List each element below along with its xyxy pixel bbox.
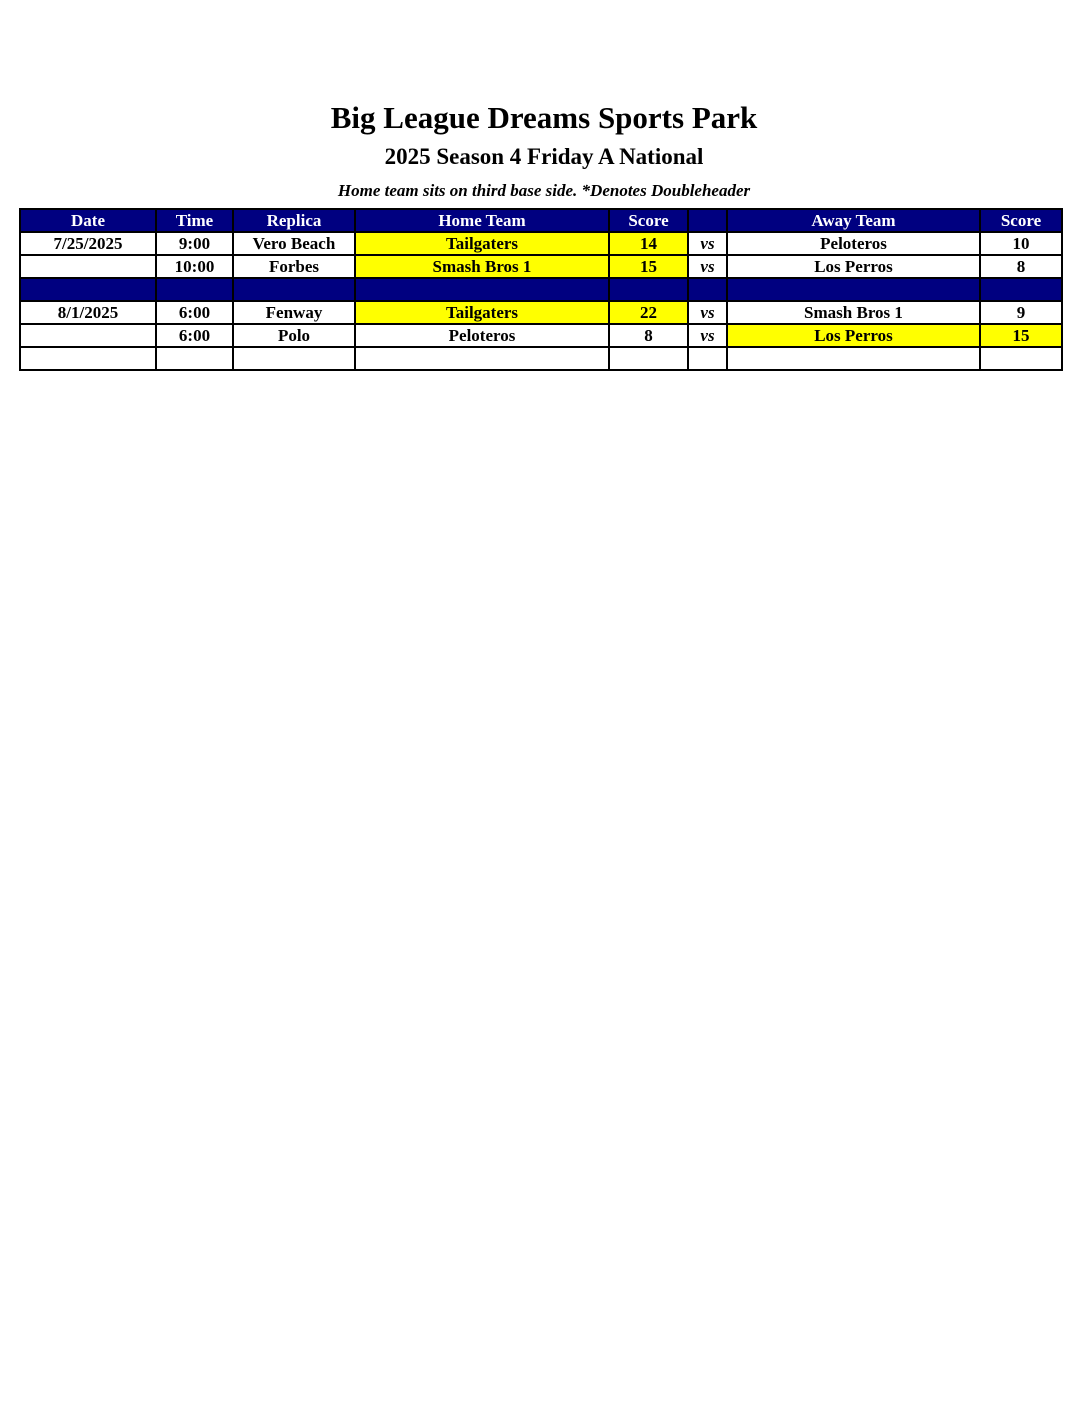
separator-cell [688, 278, 727, 301]
separator-cell [355, 278, 609, 301]
column-header-replica: Replica [233, 209, 355, 232]
home-score-cell: 22 [609, 301, 688, 324]
date-cell: 8/1/2025 [20, 301, 156, 324]
vs-cell: vs [688, 255, 727, 278]
away-team-cell: Los Perros [727, 255, 980, 278]
separator-cell [233, 278, 355, 301]
separator-cell [609, 278, 688, 301]
header-row [20, 209, 1062, 232]
vs-cell [688, 347, 727, 370]
replica-cell [233, 347, 355, 370]
date-cell [20, 255, 156, 278]
home-team-cell: Tailgaters [355, 232, 609, 255]
away-score-cell: 8 [980, 255, 1062, 278]
schedule-table [19, 208, 1063, 371]
time-cell: 6:00 [156, 301, 233, 324]
home-team-cell [355, 347, 609, 370]
away-team-cell: Smash Bros 1 [727, 301, 980, 324]
date-cell [20, 347, 156, 370]
away-score-cell: 15 [980, 324, 1062, 347]
column-header-away-team: Away Team [727, 209, 980, 232]
away-team-cell: Los Perros [727, 324, 980, 347]
away-team-cell [727, 347, 980, 370]
vs-cell: vs [688, 301, 727, 324]
home-score-cell: 8 [609, 324, 688, 347]
table-row [20, 347, 1062, 370]
column-header-date: Date [20, 209, 156, 232]
separator-row [20, 278, 1062, 301]
away-score-cell: 9 [980, 301, 1062, 324]
time-cell: 6:00 [156, 324, 233, 347]
home-score-cell: 15 [609, 255, 688, 278]
home-team-cell: Tailgaters [355, 301, 609, 324]
vs-cell: vs [688, 324, 727, 347]
column-header-home-team: Home Team [355, 209, 609, 232]
schedule-note: Home team sits on third base side. *Denotes Doubleheader [337, 181, 751, 200]
column-header-home-score: Score [609, 209, 688, 232]
replica-cell: Fenway [233, 301, 355, 324]
home-team-cell: Peloteros [355, 324, 609, 347]
replica-cell: Forbes [233, 255, 355, 278]
column-header-time: Time [156, 209, 233, 232]
time-cell: 9:00 [156, 232, 233, 255]
table-row [20, 324, 1062, 347]
separator-cell [156, 278, 233, 301]
separator-cell [980, 278, 1062, 301]
table-row [20, 301, 1062, 324]
time-cell [156, 347, 233, 370]
separator-cell [20, 278, 156, 301]
replica-cell: Vero Beach [233, 232, 355, 255]
home-score-cell [609, 347, 688, 370]
away-score-cell [980, 347, 1062, 370]
page-title: Big League Dreams Sports Park [330, 100, 758, 135]
column-header-away-score: Score [980, 209, 1062, 232]
replica-cell: Polo [233, 324, 355, 347]
date-cell: 7/25/2025 [20, 232, 156, 255]
home-score-cell: 14 [609, 232, 688, 255]
page-subtitle: 2025 Season 4 Friday A National [384, 144, 704, 169]
table-row [20, 255, 1062, 278]
away-score-cell: 10 [980, 232, 1062, 255]
home-team-cell: Smash Bros 1 [355, 255, 609, 278]
date-cell [20, 324, 156, 347]
vs-cell: vs [688, 232, 727, 255]
separator-cell [727, 278, 980, 301]
time-cell: 10:00 [156, 255, 233, 278]
column-header-vs [688, 209, 727, 232]
table-row [20, 232, 1062, 255]
away-team-cell: Peloteros [727, 232, 980, 255]
